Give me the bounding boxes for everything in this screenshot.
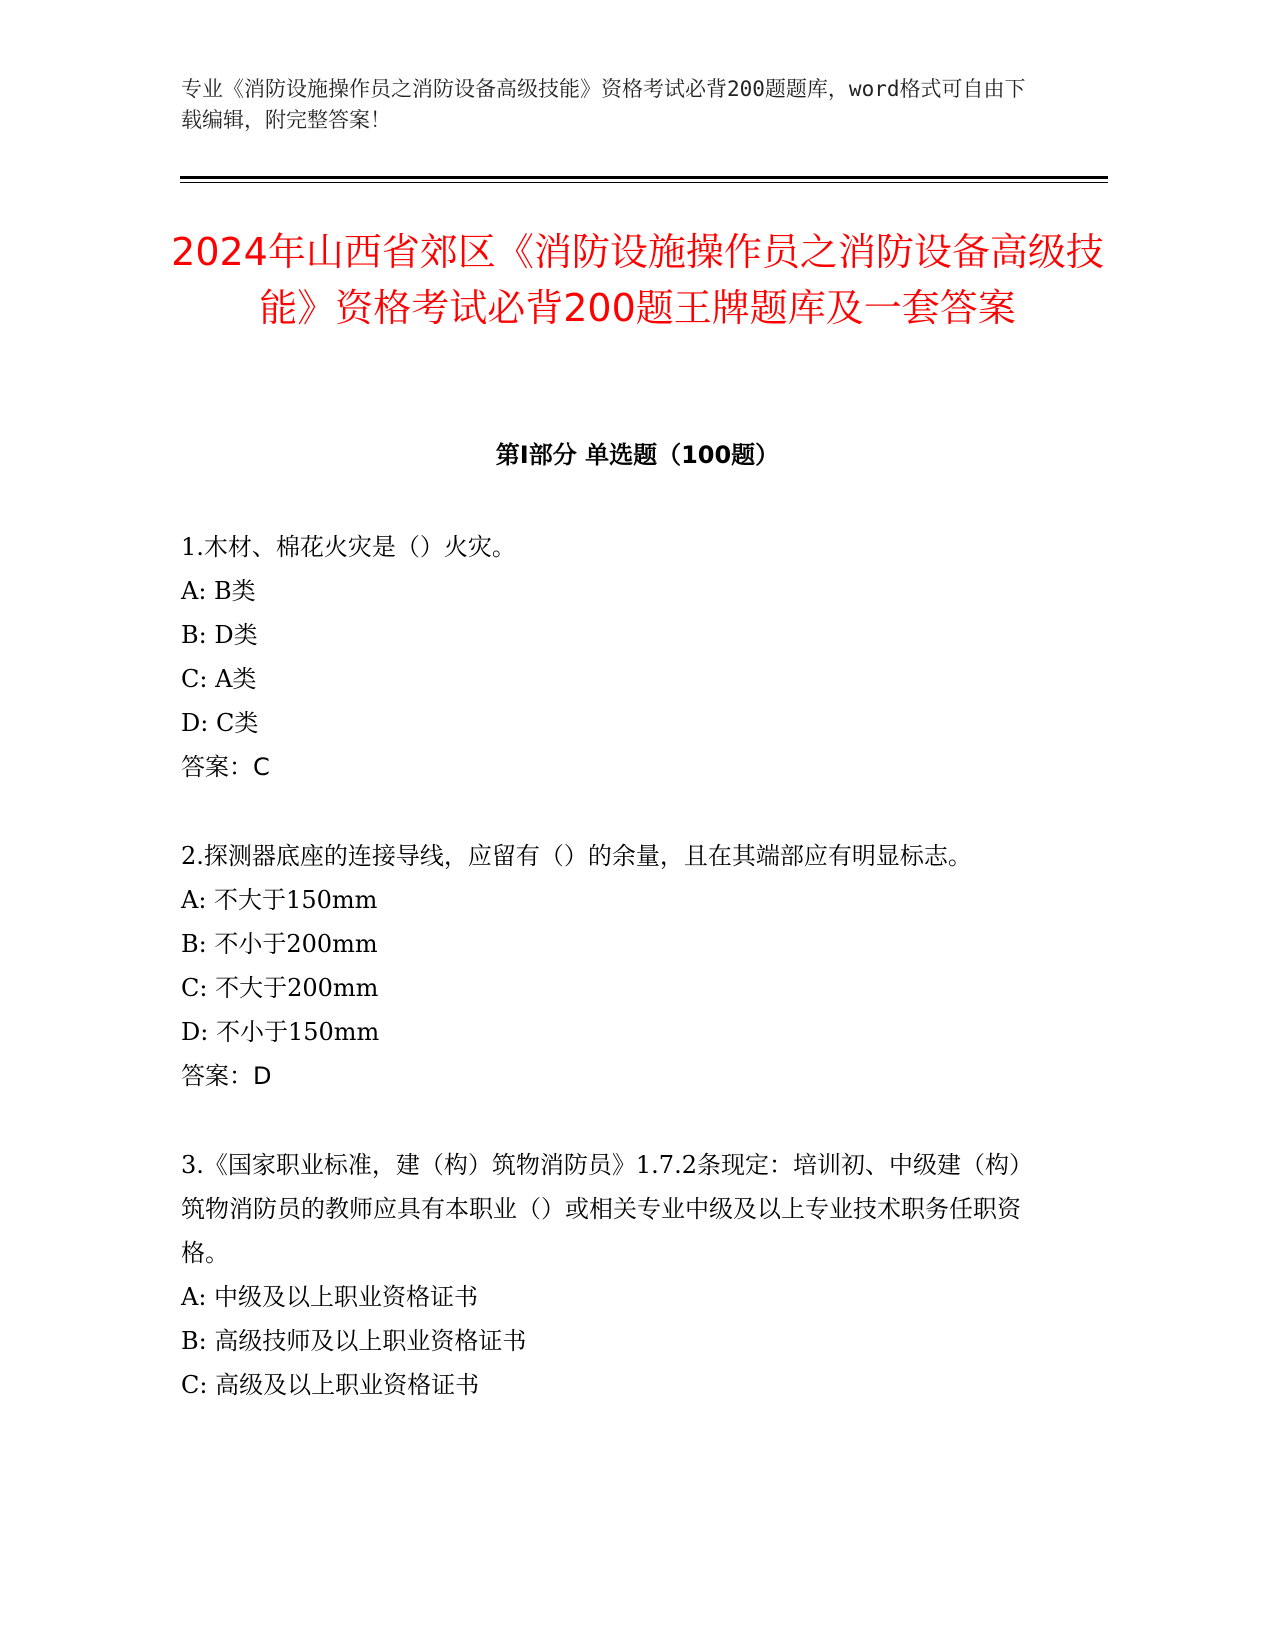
answer-line: 答案：C bbox=[181, 753, 270, 781]
option-d: D: 不小于150mm bbox=[181, 1018, 380, 1046]
question-3 bbox=[181, 1143, 1041, 1407]
question-list bbox=[181, 525, 1041, 1452]
header-divider-thick bbox=[180, 176, 1108, 179]
option-c: C: 不大于200mm bbox=[181, 974, 379, 1002]
option-a: A: B类 bbox=[181, 577, 256, 605]
question-stem: 3.《国家职业标准，建（构）筑物消防员》1.7.2条现定：培训初、中级建（构）筑物消防员的教师应具有本职业（）或相关专业中级及以上专业技术职务任职资格。 bbox=[181, 1151, 1033, 1267]
option-b: B: 不小于200mm bbox=[181, 930, 378, 958]
option-c: C: 高级及以上职业资格证书 bbox=[181, 1371, 480, 1399]
question-1 bbox=[181, 525, 1041, 789]
question-2 bbox=[181, 834, 1041, 1098]
option-a: A: 不大于150mm bbox=[181, 886, 378, 914]
option-a: A: 中级及以上职业资格证书 bbox=[181, 1283, 479, 1311]
header-divider-thin bbox=[180, 182, 1108, 183]
question-stem: 1.木材、棉花火灾是（）火灾。 bbox=[181, 533, 516, 561]
option-b: B: 高级技师及以上职业资格证书 bbox=[181, 1327, 527, 1355]
header-note: 专业《消防设施操作员之消防设备高级技能》资格考试必背200题题库，word格式可自由下载编辑，附完整答案！ bbox=[181, 77, 1026, 132]
document-title: 2024年山西省郊区《消防设施操作员之消防设备高级技能》资格考试必背200题王牌题库及一套答案 bbox=[171, 230, 1104, 330]
answer-line: 答案：D bbox=[181, 1062, 272, 1090]
section-heading: 第Ⅰ部分 单选题（100题） bbox=[495, 441, 780, 469]
option-c: C: A类 bbox=[181, 665, 257, 693]
option-d: D: C类 bbox=[181, 709, 259, 737]
question-stem: 2.探测器底座的连接导线，应留有（）的余量，且在其端部应有明显标志。 bbox=[181, 842, 972, 870]
option-b: B: D类 bbox=[181, 621, 258, 649]
